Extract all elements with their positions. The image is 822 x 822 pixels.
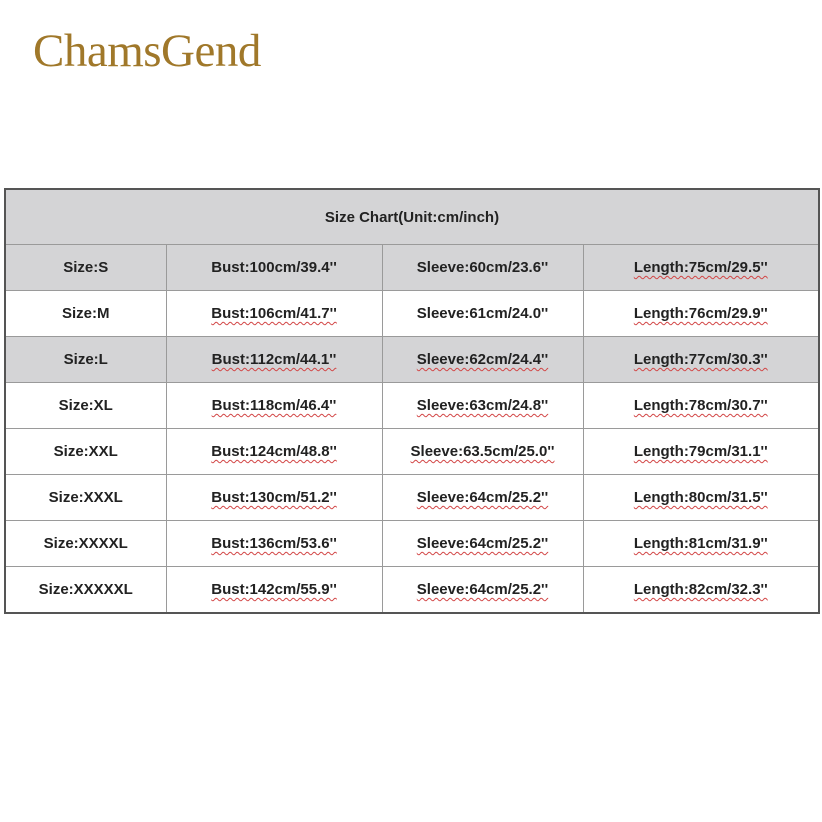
bust-cell-text: Bust:136cm/53.6'' — [211, 535, 337, 552]
table-row — [5, 245, 819, 291]
bust-cell-text: Bust:112cm/44.1'' — [211, 351, 337, 368]
sleeve-cell — [382, 521, 583, 567]
size-cell — [5, 567, 166, 614]
sleeve-cell — [382, 475, 583, 521]
table-row — [5, 475, 819, 521]
size-chart-title: Size Chart(Unit:cm/inch) — [5, 189, 819, 245]
size-cell — [5, 337, 166, 383]
table-row — [5, 383, 819, 429]
size-cell-text: Size:XXL — [53, 443, 118, 460]
bust-cell-text: Bust:100cm/39.4'' — [211, 259, 337, 276]
sleeve-cell — [382, 291, 583, 337]
length-cell-text: Length:76cm/29.9'' — [633, 305, 768, 322]
bust-cell-text: Bust:124cm/48.8'' — [211, 443, 337, 460]
length-cell — [583, 383, 819, 429]
size-cell-text: Size:XL — [58, 397, 113, 414]
table-row — [5, 291, 819, 337]
size-cell — [5, 475, 166, 521]
bust-cell-text: Bust:106cm/41.7'' — [211, 305, 337, 322]
length-cell-text: Length:80cm/31.5'' — [633, 489, 768, 506]
table-row — [5, 429, 819, 475]
size-cell-text: Size:XXXXL — [43, 535, 128, 552]
table-row — [5, 567, 819, 614]
table-row — [5, 337, 819, 383]
sleeve-cell — [382, 567, 583, 614]
size-cell — [5, 245, 166, 291]
sleeve-cell-text: Sleeve:64cm/25.2'' — [416, 535, 549, 552]
bust-cell — [166, 245, 382, 291]
sleeve-cell-text: Sleeve:60cm/23.6'' — [416, 259, 549, 276]
size-cell-text: Size:XXXXXL — [38, 581, 133, 598]
sleeve-cell-text: Sleeve:63.5cm/25.0'' — [410, 443, 555, 460]
bust-cell-text: Bust:130cm/51.2'' — [211, 489, 337, 506]
bust-cell-text: Bust:118cm/46.4'' — [211, 397, 337, 414]
brand-logo: ChamsGend — [33, 25, 261, 77]
size-cell — [5, 383, 166, 429]
length-cell-text: Length:81cm/31.9'' — [633, 535, 768, 552]
bust-cell-text: Bust:142cm/55.9'' — [211, 581, 337, 598]
sleeve-cell — [382, 429, 583, 475]
size-cell-text: Size:L — [63, 351, 108, 368]
sleeve-cell-text: Sleeve:64cm/25.2'' — [416, 581, 549, 598]
sleeve-cell-text: Sleeve:61cm/24.0'' — [416, 305, 549, 322]
length-cell-text: Length:82cm/32.3'' — [633, 581, 768, 598]
bust-cell — [166, 521, 382, 567]
size-cell-text: Size:XXXL — [48, 489, 123, 506]
sleeve-cell-text: Sleeve:64cm/25.2'' — [416, 489, 549, 506]
length-cell-text: Length:78cm/30.7'' — [633, 397, 768, 414]
length-cell — [583, 337, 819, 383]
bust-cell — [166, 429, 382, 475]
size-cell — [5, 291, 166, 337]
bust-cell — [166, 567, 382, 614]
bust-cell — [166, 475, 382, 521]
length-cell-text: Length:79cm/31.1'' — [633, 443, 768, 460]
bust-cell — [166, 291, 382, 337]
length-cell — [583, 429, 819, 475]
length-cell — [583, 567, 819, 614]
sleeve-cell-text: Sleeve:63cm/24.8'' — [416, 397, 549, 414]
size-chart-table — [4, 188, 820, 614]
length-cell — [583, 291, 819, 337]
bust-cell — [166, 337, 382, 383]
size-cell — [5, 429, 166, 475]
size-cell-text: Size:M — [61, 305, 110, 322]
sleeve-cell — [382, 383, 583, 429]
sleeve-cell — [382, 337, 583, 383]
length-cell — [583, 475, 819, 521]
bust-cell — [166, 383, 382, 429]
length-cell — [583, 245, 819, 291]
size-chart-title-row — [5, 189, 819, 245]
length-cell-text: Length:77cm/30.3'' — [633, 351, 768, 368]
length-cell-text: Length:75cm/29.5'' — [633, 259, 768, 276]
size-cell-text: Size:S — [63, 259, 109, 276]
size-cell — [5, 521, 166, 567]
sleeve-cell — [382, 245, 583, 291]
length-cell — [583, 521, 819, 567]
table-row — [5, 521, 819, 567]
sleeve-cell-text: Sleeve:62cm/24.4'' — [416, 351, 549, 368]
